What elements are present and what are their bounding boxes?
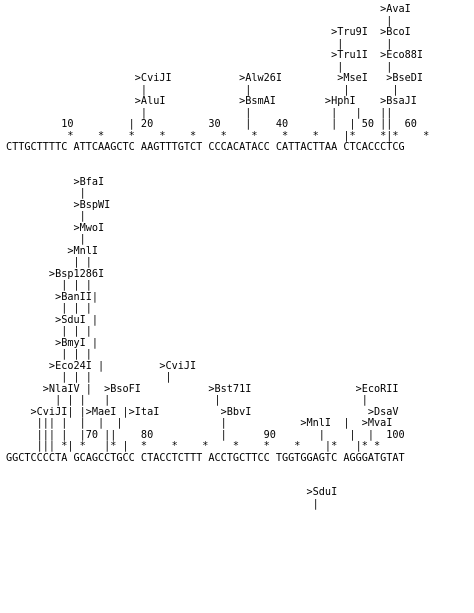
b2-site-line: >MnlI bbox=[6, 245, 99, 257]
block-spacer bbox=[6, 154, 429, 166]
b2-ruler-ticks: ||| *| * |* | * * * * * * |* |* * bbox=[6, 441, 381, 452]
b2-site-line: >Eco24I | >CviJI bbox=[6, 360, 197, 372]
b2-site-line: | | | | bbox=[6, 372, 172, 383]
b2-site-line: | bbox=[6, 211, 86, 222]
b1-site-line: >Tru1I >Eco88I bbox=[6, 50, 424, 61]
b2-site-line: ||| | | | | | >MnlI | >MvaI bbox=[6, 418, 393, 429]
b2-site-line: | | bbox=[6, 257, 92, 268]
b3-site-line: >SduI bbox=[6, 487, 338, 498]
b2-site-line: >BmyI | bbox=[6, 337, 99, 349]
b2-site-line: | | | bbox=[6, 303, 92, 314]
b1-site-line: >AvaI bbox=[6, 4, 411, 15]
b2-sequence: GGCTCCCCTA GCAGCCTGCC CTACCTCTTT ACCTGCTTCC TGGTGGAGTC AGGGATGTAT bbox=[6, 452, 405, 464]
b1-site-line: >Tru9I >BcoI bbox=[6, 27, 411, 38]
b1-site-line: | bbox=[6, 15, 393, 27]
b3-site-line: | bbox=[6, 498, 319, 510]
b1-site-line: | | | | bbox=[6, 84, 399, 96]
b2-site-line: | bbox=[6, 234, 86, 245]
b1-site-line: | | bbox=[6, 38, 393, 50]
b1-sequence: CTTGCTTTTC ATTCAAGCTC AAGTTTGTCT CCCACATACC CATTACTTAA CTCACCCTCG bbox=[6, 142, 405, 153]
b2-site-line: | bbox=[6, 188, 86, 199]
b1-ruler-numbers: 10 | 20 30 | 40 | | 50 || 60 bbox=[6, 119, 417, 130]
b2-site-line: >SduI | bbox=[6, 314, 99, 326]
b2-site-line: >MwoI bbox=[6, 222, 105, 234]
b1-site-line: >AluI >BsmAI >HphI >BsaJI bbox=[6, 96, 417, 107]
b1-ruler-ticks: * * * * * * * * * |* *|* * bbox=[6, 130, 430, 142]
b2-site-line: >BspWI bbox=[6, 199, 111, 211]
block-spacer bbox=[6, 464, 429, 476]
b2-site-line: | | | bbox=[6, 326, 92, 337]
b2-site-line: >BanII| bbox=[6, 291, 99, 303]
b2-site-line: >Bsp1286I bbox=[6, 268, 105, 280]
b1-site-line: | | bbox=[6, 61, 393, 73]
b2-site-line: >NlaIV | >BsoFI >Bst71I >EcoRII bbox=[6, 383, 399, 395]
b2-site-line: | | | bbox=[6, 280, 92, 291]
b2-site-line: >BfaI bbox=[6, 176, 105, 188]
b1-site-line: >CviJI >Alw26I >MseI >BseDI bbox=[6, 73, 424, 84]
restriction-map-text bbox=[6, 4, 429, 510]
block-spacer bbox=[6, 165, 429, 177]
block-spacer bbox=[6, 476, 429, 488]
b2-ruler-numbers: ||| | |70 || 80 | 90 | | | 100 bbox=[6, 429, 405, 441]
b2-site-line: | | | | | | bbox=[6, 395, 368, 406]
b2-site-line: >CviJI| |>MaeI |>ItaI >BbvI >DsaV bbox=[6, 406, 399, 418]
b2-site-line: | | | bbox=[6, 349, 92, 360]
b1-site-line: | | | | || bbox=[6, 107, 393, 119]
